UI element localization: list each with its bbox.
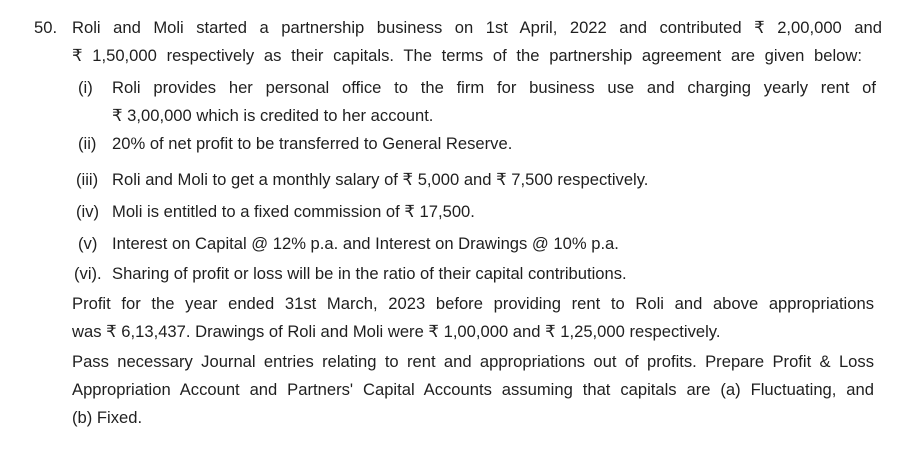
term-number: (v) — [78, 234, 98, 253]
term-line: Roli and Moli to get a monthly salary of ₹ 5,000 and ₹ 7,500 respectively. — [112, 170, 649, 189]
instruction-line-3: (b) Fixed. — [72, 408, 143, 427]
term-number: (iii) — [76, 170, 99, 189]
term-line: Moli is entitled to a fixed commission of ₹ 17,500. — [112, 202, 475, 221]
instruction-line-1: Pass necessary Journal entries relating to rent and appropriations out of profits. Prepare Profit & Loss — [72, 352, 874, 371]
term-text — [112, 74, 876, 130]
term-text — [112, 198, 882, 226]
term-number: (ii) — [78, 134, 97, 153]
term-text — [112, 260, 882, 288]
term-text — [112, 130, 882, 158]
instruction-paragraph — [72, 348, 882, 432]
term-line: ₹ 3,00,000 which is credited to her account. — [112, 106, 434, 125]
term-text — [112, 166, 882, 194]
term-number: (i) — [78, 78, 93, 97]
term-line: Interest on Capital @ 12% p.a. and Interest on Drawings @ 10% p.a. — [112, 234, 619, 253]
profit-line-1: Profit for the year ended 31st March, 2023 before providing rent to Roli and above appropriations — [72, 294, 874, 313]
profit-line-2: was ₹ 6,13,437. Drawings of Roli and Moli were ₹ 1,00,000 and ₹ 1,25,000 respectively. — [72, 322, 721, 341]
term-text — [112, 230, 882, 258]
instruction-line-2: Appropriation Account and Partners' Capital Accounts assuming that capitals are (a) Fluctuating, and — [72, 380, 874, 399]
intro-line-2: ₹ 1,50,000 respectively as their capitals. The terms of the partnership agreement are given below: — [72, 46, 862, 65]
profit-paragraph — [72, 290, 882, 346]
term-line: 20% of net profit to be transferred to General Reserve. — [112, 134, 513, 153]
term-line: Sharing of profit or loss will be in the ratio of their capital contributions. — [112, 264, 627, 283]
intro-line-1: Roli and Moli started a partnership business on 1st April, 2022 and contributed ₹ 2,00,000 and — [72, 18, 882, 37]
question-number: 50. — [34, 18, 58, 37]
term-line: Roli provides her personal office to the firm for business use and charging yearly rent of — [112, 78, 876, 97]
term-number: (iv) — [76, 202, 100, 221]
term-number: (vi). — [74, 264, 102, 283]
question-intro — [72, 14, 882, 70]
